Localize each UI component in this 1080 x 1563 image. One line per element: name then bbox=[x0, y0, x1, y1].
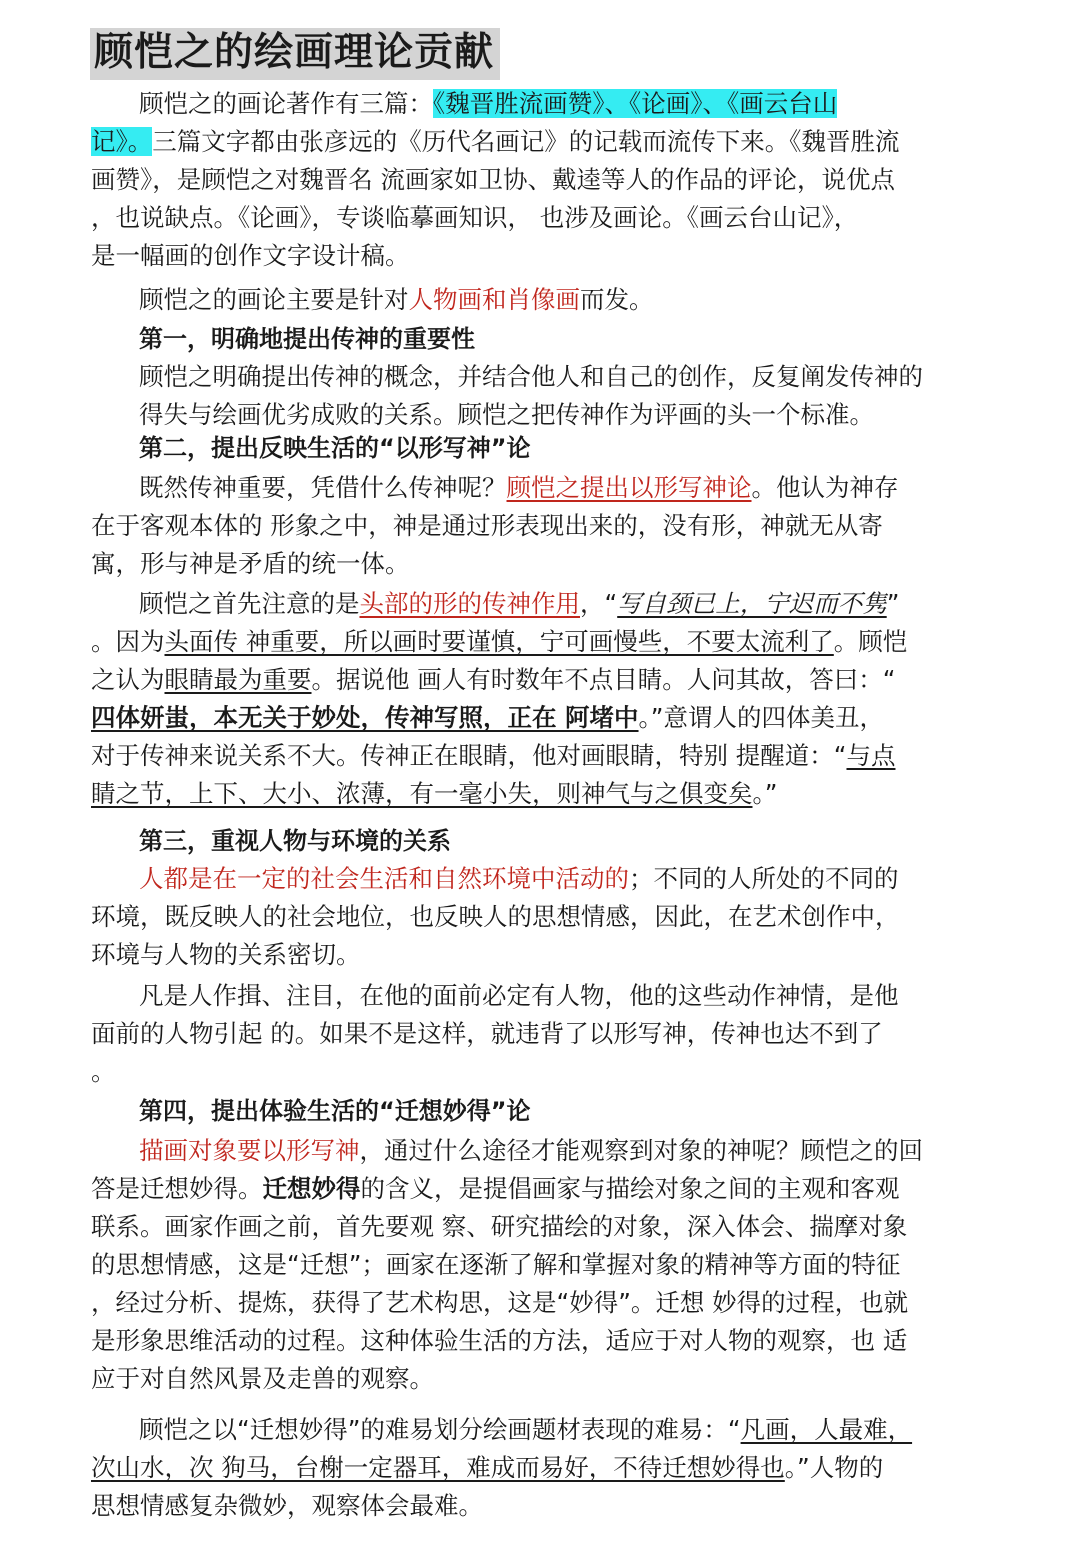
text-span: ” bbox=[886, 589, 900, 618]
text-line bbox=[91, 775, 1001, 813]
text-span: 三篇文字都由张彦远的《历代名画记》的记载而流传下来。《魏晋胜流 bbox=[152, 127, 900, 156]
heading-text: 第一，明确地提出传神的重要性 bbox=[139, 325, 475, 353]
text-line: 面前的人物引起 的。如果不是这样，就违背了以形写神，传神也达不到了 bbox=[91, 1019, 883, 1048]
section-heading-1 bbox=[91, 320, 1001, 358]
section-heading-4 bbox=[91, 1092, 1001, 1130]
text-span: 。因为 bbox=[91, 627, 165, 656]
text-span: 对于传神来说关系不大。传神正在眼睛，他对画眼睛，特别 提醒道：“ bbox=[91, 741, 847, 770]
italic-quote: 写自颈已上，宁迟而不隽 bbox=[617, 589, 887, 618]
text-span: 顾恺之的画论著作有三篇： bbox=[139, 89, 433, 118]
bold-underlined-quote: 四体妍蚩，本无关于妙处，传神写照，正在 阿堵中 bbox=[91, 703, 639, 732]
paragraph-section-3b bbox=[91, 977, 1001, 1091]
paragraph-section-4b bbox=[91, 1411, 1001, 1525]
section-heading-3 bbox=[91, 822, 1001, 860]
text-line: 环境，既反映人的社会地位，也反映人的思想情感，因此，在艺术创作中， bbox=[91, 902, 900, 931]
red-emphasis: 描画对象要以形写神 bbox=[139, 1136, 360, 1165]
underlined-text: 头面传 神重要，所以画时要谨慎，宁可画慢些，不要太流利了 bbox=[164, 627, 834, 656]
underlined-text: 次山水，次 狗马，台榭一定器耳，难成而易好，不待迁想妙得也 bbox=[91, 1453, 785, 1482]
text-line: 是形象思维活动的过程。这种体验生活的方法，适应于对人物的观察，也 适 bbox=[91, 1326, 908, 1355]
red-emphasis: 人物画和肖像画 bbox=[408, 285, 580, 314]
highlighted-text: 记》。 bbox=[91, 127, 153, 156]
text-line bbox=[91, 860, 1001, 898]
text-line bbox=[91, 623, 1001, 661]
text-line: 应于对自然风景及走兽的观察。 bbox=[91, 1364, 434, 1393]
paragraph-section-3a bbox=[91, 860, 1001, 974]
section-heading-2 bbox=[91, 429, 1001, 467]
paragraph-section-2b bbox=[91, 585, 1001, 813]
text-span: ，通过什么途径才能观察到对象的神呢？顾恺之的回 bbox=[359, 1136, 923, 1165]
paragraph-section-4a bbox=[91, 1132, 1001, 1398]
text-line: 得失与绘画优劣成败的关系。顾恺之把传神作为评画的头一个标准。 bbox=[139, 400, 874, 429]
red-underlined-text: 顾恺之提出以形写神论 bbox=[506, 473, 752, 502]
text-line: 顾恺之明确提出传神的概念，并结合他人和自己的创作，反复阐发传神的 bbox=[139, 362, 923, 391]
text-line bbox=[91, 123, 1001, 161]
text-span: 之认为 bbox=[91, 665, 165, 694]
text-span: 顾恺之的画论主要是针对 bbox=[139, 285, 409, 314]
text-line bbox=[91, 1170, 1001, 1208]
text-line: 在于客观本体的 形象之中，神是通过形表现出来的，没有形，神就无从寄 bbox=[91, 511, 883, 540]
paragraph-focus bbox=[91, 281, 1001, 319]
text-span: ，“ bbox=[580, 589, 618, 618]
text-span: 。据说他 画人有时数年不点目睛。人问其故，答曰：“ bbox=[311, 665, 896, 694]
paragraph-intro bbox=[91, 85, 1001, 275]
text-line bbox=[91, 469, 1001, 507]
text-line: 联系。画家作画之前，首先要观 察、研究描绘的对象，深入体会、揣摩对象 bbox=[91, 1212, 908, 1241]
text-span: 而发。 bbox=[580, 285, 654, 314]
text-line: 是一幅画的创作文字设计稿。 bbox=[91, 241, 410, 270]
red-underlined-text: 头部的形的传神作用 bbox=[359, 589, 580, 618]
highlighted-text: 《魏晋胜流画赞》、《论画》、《画云台山 bbox=[433, 89, 838, 118]
text-span: ；不同的人所处的不同的 bbox=[629, 864, 899, 893]
text-span: 。”人物的 bbox=[784, 1453, 884, 1482]
text-line bbox=[91, 1449, 1001, 1487]
text-line bbox=[91, 585, 1001, 623]
text-line: 思想情感复杂微妙，观察体会最难。 bbox=[91, 1491, 483, 1520]
text-line bbox=[91, 737, 1001, 775]
text-line: 凡是人作揖、注目，在他的面前必定有人物，他的这些动作神情，是他 bbox=[139, 981, 899, 1010]
heading-text: 第三，重视人物与环境的关系 bbox=[139, 827, 451, 855]
page-title: 顾恺之的绘画理论贡献 bbox=[90, 28, 500, 80]
red-emphasis: 人都是在一定的社会生活和自然环境中活动的 bbox=[139, 864, 629, 893]
text-line: 寓，形与神是矛盾的统一体。 bbox=[91, 549, 410, 578]
paragraph-section-1 bbox=[91, 358, 1001, 434]
text-span: 的含义，是提倡画家与描绘对象之间的主观和客观 bbox=[360, 1174, 900, 1203]
text-line: ，经过分析、提炼，获得了艺术构思，这是“妙得”。迁想 妙得的过程，也就 bbox=[91, 1288, 909, 1317]
text-span: 。他认为神存 bbox=[751, 473, 899, 502]
text-span: 。顾恺 bbox=[833, 627, 908, 656]
text-span: 答是迁想妙得。 bbox=[91, 1174, 263, 1203]
text-line bbox=[91, 1132, 1001, 1170]
text-line: 。 bbox=[91, 1057, 116, 1086]
text-line bbox=[91, 661, 1001, 699]
heading-text: 第二，提出反映生活的“以形写神”论 bbox=[139, 434, 531, 462]
text-line bbox=[91, 1411, 1001, 1449]
text-span: 。”意谓人的四体美丑， bbox=[638, 703, 884, 732]
underlined-text: 凡画，人最难， bbox=[740, 1415, 913, 1444]
text-span: 。” bbox=[752, 779, 778, 808]
text-span: 顾恺之以“迁想妙得”的难易划分绘画题材表现的难易：“ bbox=[139, 1415, 741, 1444]
heading-text: 第四，提出体验生活的“迁想妙得”论 bbox=[139, 1097, 531, 1125]
underlined-text: 睛之节，上下、大小、浓薄，有一毫小失，则神气与之俱变矣 bbox=[91, 779, 753, 808]
text-line: 的思想情感，这是“迁想”；画家在逐渐了解和掌握对象的精神等方面的特征 bbox=[91, 1250, 901, 1279]
text-line: 画赞》，是顾恺之对魏晋名 流画家如卫协、戴逵等人的作品的评论，说优点 bbox=[91, 165, 896, 194]
text-line: 环境与人物的关系密切。 bbox=[91, 940, 361, 969]
underlined-text: 与点 bbox=[846, 741, 896, 770]
text-line bbox=[91, 85, 1001, 123]
text-span: 既然传神重要，凭借什么传神呢？ bbox=[139, 473, 507, 502]
text-span: 顾恺之首先注意的是 bbox=[139, 589, 360, 618]
text-line bbox=[91, 699, 1001, 737]
paragraph-section-2a bbox=[91, 469, 1001, 583]
bold-term: 迁想妙得 bbox=[262, 1174, 361, 1203]
text-line: ，也说缺点。《论画》，专谈临摹画知识， 也涉及画论。《画云台山记》， bbox=[91, 203, 859, 232]
text-line bbox=[91, 281, 1001, 319]
underlined-text: 眼睛最为重要 bbox=[164, 665, 312, 694]
